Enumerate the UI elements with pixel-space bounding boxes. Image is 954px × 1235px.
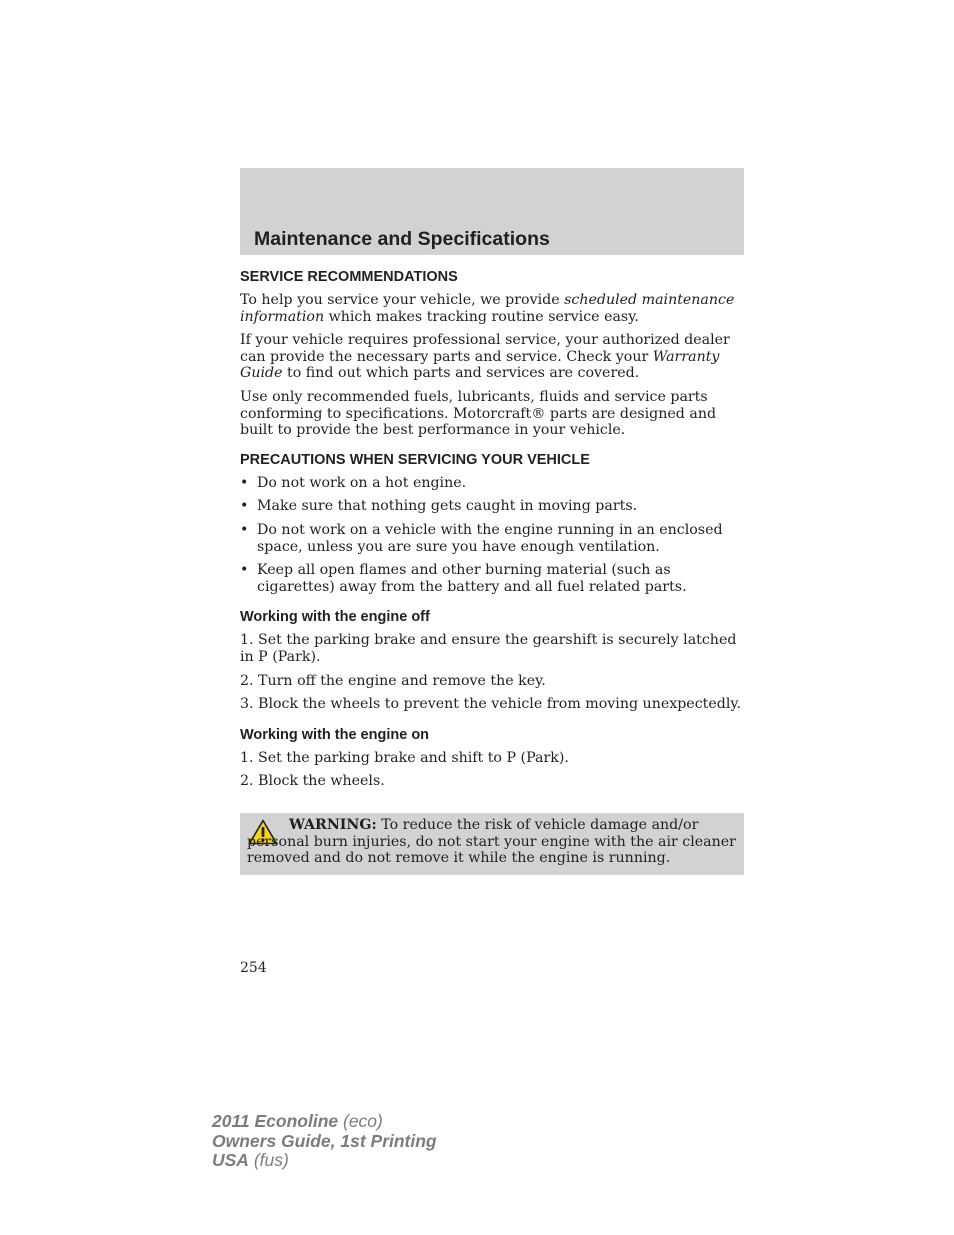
- precautions-heading: PRECAUTIONS WHEN SERVICING YOUR VEHICLE: [240, 451, 590, 468]
- footer-line-2: Owners Guide, 1st Printing: [212, 1130, 437, 1151]
- engine-off-step-2: 2. Turn off the engine and remove the key.: [240, 672, 546, 689]
- service-paragraph-2: If your vehicle requires professional service, your authorized dealer can provide the necessary parts and service. Check your Warranty Guide to find out which parts and services are covered.: [240, 332, 730, 382]
- page-content: [240, 267, 744, 790]
- list-item: • Keep all open flames and other burning material (such as cigarettes) away from the battery and all fuel related parts.: [240, 562, 687, 595]
- warranty-guide-term: Warranty Guide: [240, 348, 720, 382]
- engine-off-heading: Working with the engine off: [240, 609, 430, 626]
- scheduled-maintenance-term: scheduled maintenance information: [240, 292, 735, 325]
- footer-line-3: USA (fus): [212, 1150, 289, 1170]
- warning-text: WARNING: To reduce the risk of vehicle damage and/or personal burn injuries, do not start your engine with the air cleaner removed and do not remove it while the engine is running.: [247, 817, 736, 867]
- service-paragraph-1: To help you service your vehicle, we provide scheduled maintenance information which makes tracking routine service easy.: [240, 292, 735, 325]
- section-header-band: [240, 168, 744, 255]
- engine-off-step-3: 3. Block the wheels to prevent the vehicle from moving unexpectedly.: [240, 696, 742, 713]
- section-title: Maintenance and Specifications: [254, 228, 550, 250]
- page-number: 254: [240, 960, 267, 976]
- footer-line-1: 2011 Econoline (eco): [212, 1111, 383, 1131]
- engine-off-step-1: 1. Set the parking brake and ensure the gearshift is securely latched in P (Park).: [240, 632, 737, 665]
- list-item: • Do not work on a vehicle with the engine running in an enclosed space, unless you are sure you have enough ventilation.: [240, 521, 723, 555]
- engine-on-heading: Working with the engine on: [240, 726, 430, 743]
- bullet: •: [240, 521, 249, 538]
- engine-on-step-2: 2. Block the wheels.: [240, 773, 385, 790]
- bullet: •: [240, 562, 249, 579]
- precautions-list: [240, 475, 744, 596]
- bullet: •: [240, 498, 249, 515]
- bullet: •: [240, 474, 249, 491]
- list-item: • Do not work on a hot engine.: [240, 474, 467, 491]
- engine-on-step-1: 1. Set the parking brake and shift to P (Park).: [240, 749, 569, 766]
- warning-label: WARNING:: [289, 817, 377, 833]
- warning-box: [240, 813, 744, 875]
- service-recommendations-heading: SERVICE RECOMMENDATIONS: [240, 269, 458, 285]
- document-footer: [212, 1112, 437, 1171]
- service-paragraph-3: Use only recommended fuels, lubricants, fluids and service parts conforming to specifications. Motorcraft® parts are designed and built to provide the best performance in your vehicle.: [240, 388, 717, 439]
- list-item: • Make sure that nothing gets caught in moving parts.: [240, 498, 638, 515]
